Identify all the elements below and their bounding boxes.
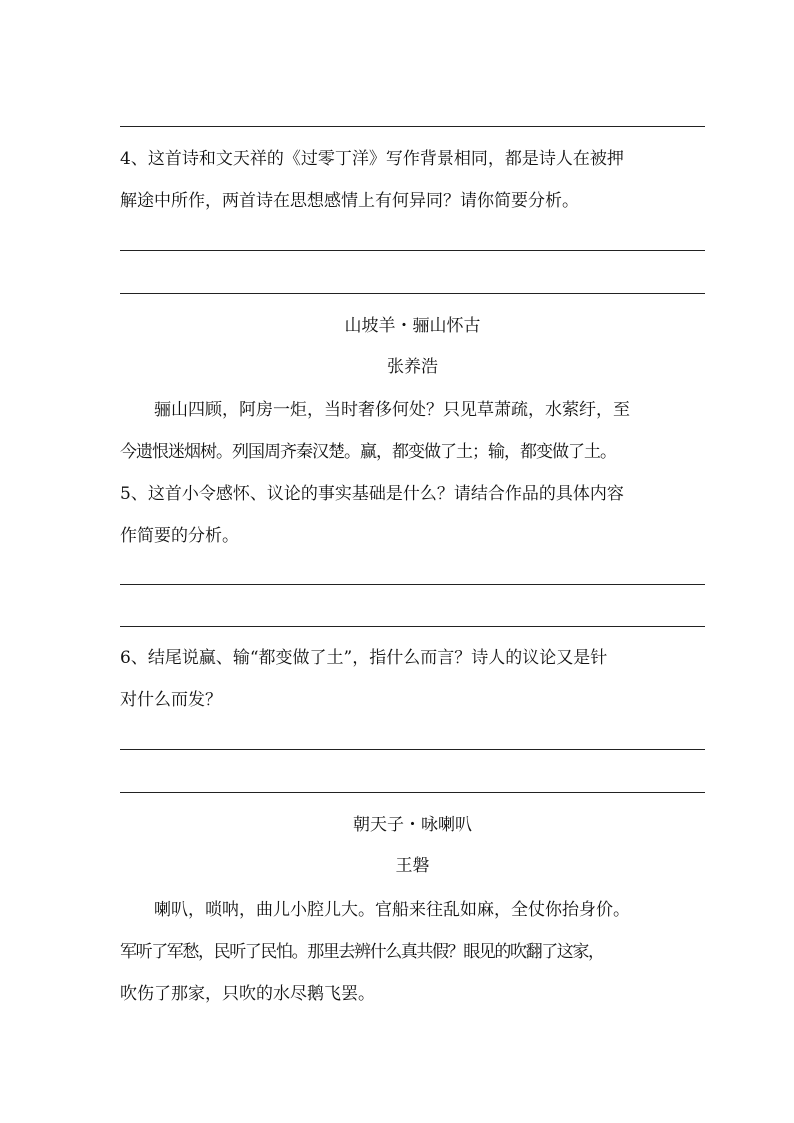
poem-1-line-1: 骊山四顾，阿房一炬，当时奢侈何处？只见草萧疏，水萦纡，至 — [154, 400, 630, 420]
poem-1-author: 张养浩 — [387, 357, 438, 377]
answer-line — [120, 584, 705, 585]
question-6-line-1: 6、结尾说赢、输“都变做了土”，指什么而言？诗人的议论又是针 — [120, 648, 608, 668]
question-6 — [120, 637, 705, 721]
poem-2-line-3: 吹伤了那家，只吹的水尽鹅飞罢。 — [120, 984, 375, 1004]
question-5 — [120, 473, 705, 557]
question-4-line-1: 4、这首诗和文天祥的《过零丁洋》写作背景相同，都是诗人在被押 — [120, 149, 624, 169]
answer-line — [120, 293, 705, 294]
poem-2-line-2: 军听了军愁，民听了民怕。那里去辨什么真共假？眼见的吹翻了这家， — [120, 942, 604, 962]
poem-2-text — [120, 889, 705, 1015]
poem-2-author: 王磐 — [395, 856, 430, 876]
question-5-line-1: 5、这首小令感怀、议论的事实基础是什么？请结合作品的具体内容 — [120, 484, 624, 504]
question-6-line-2: 对什么而发？ — [120, 690, 222, 710]
answer-line — [120, 126, 705, 127]
answer-line — [120, 250, 705, 251]
question-4 — [120, 138, 705, 222]
answer-line — [120, 626, 705, 627]
poem-1-title: 山坡羊・骊山怀古 — [344, 316, 481, 336]
poem-2-title: 朝天子・咏喇叭 — [353, 815, 472, 835]
question-5-line-2: 作简要的分析。 — [120, 526, 239, 546]
poem-2-line-1: 喇叭，唢呐，曲儿小腔儿大。官船来往乱如麻，全仗你抬身价。 — [154, 900, 630, 920]
question-4-line-2: 解途中所作，两首诗在思想感情上有何异同？请你简要分析。 — [120, 191, 579, 211]
answer-line — [120, 792, 705, 793]
poem-1-line-2: 今遗恨迷烟树。列国周齐秦汉楚。赢，都变做了土；输，都变做了土。 — [120, 442, 616, 462]
poem-1-text — [120, 389, 705, 473]
answer-line — [120, 749, 705, 750]
